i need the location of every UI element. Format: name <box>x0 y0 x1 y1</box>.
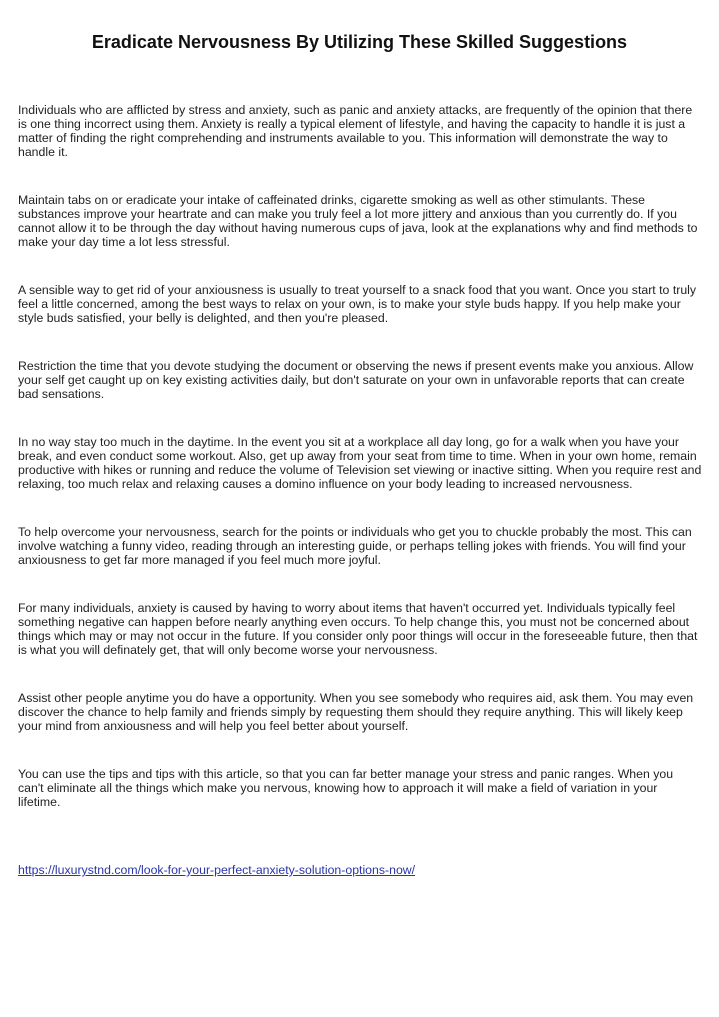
paragraph-5: In no way stay too much in the daytime. In the event you sit at a workplace all day long, go for a walk when you have your break, and even conduct some workout. Also, get up away from your seat from time to time. When in your own home, remain productive with hikes or running and reduce the volume of Television set viewing or inactive sitting. When you require rest and relaxing, too much relax and relaxing causes a domino influence on your body leading to increased nervousness. <box>18 435 702 491</box>
paragraph-3: A sensible way to get rid of your anxiousness is usually to treat yourself to a snack food that you want. Once you start to truly feel a little concerned, among the best ways to relax on your own, is to make your style buds happy. If you help make your style buds satisfied, your belly is delighted, and then you're pleased. <box>18 283 697 325</box>
paragraph-9: You can use the tips and tips with this article, so that you can far better manage your stress and panic ranges. When you can't eliminate all the things which make you nervous, knowing how to approach it will make a field of variation in your lifetime. <box>18 767 674 809</box>
page-title: Eradicate Nervousness By Utilizing These Skilled Suggestions <box>91 32 628 52</box>
paragraph-1: Individuals who are afflicted by stress and anxiety, such as panic and anxiety attacks, are frequently of the opinion that there is one thing incorrect using them. Anxiety is really a typical element of lifestyle, and having the capacity to handle it is just a matter of finding the right comprehending and instruments available to you. This information will demonstrate the way to handle it. <box>18 103 693 159</box>
paragraph-8: Assist other people anytime you do have a opportunity. When you see somebody who requires aid, ask them. You may even discover the chance to help family and friends simply by requesting them should they require anything. This will likely keep your mind from anxiousness and will help you feel better about yourself. <box>18 691 694 733</box>
paragraph-4: Restriction the time that you devote studying the document or observing the news if present events make you anxious. Allow your self get caught up on key existing activities daily, but don't saturate on your own in unfavorable reports that can create bad sensations. <box>18 359 694 401</box>
paragraph-6: To help overcome your nervousness, search for the points or individuals who get you to chuckle probably the most. This can involve watching a funny video, reading through an interesting guide, or perhaps telling jokes with friends. You will find your anxiousness to get far more managed if you feel much more joyful. <box>18 525 692 567</box>
source-link[interactable]: https://luxurystnd.com/look-for-your-perfect-anxiety-solution-options-now/ <box>18 863 416 877</box>
paragraph-2: Maintain tabs on or eradicate your intake of caffeinated drinks, cigarette smoking as well as other stimulants. These substances improve your heartrate and can make you truly feel a lot more jittery and anxious than you currently do. If you cannot allow it to be through the day without having numerous cups of java, look at the explanations why and find methods to make your day time a lot less stressful. <box>18 193 698 249</box>
article-body <box>18 103 702 877</box>
paragraph-7: For many individuals, anxiety is caused by having to worry about items that haven't occurred yet. Individuals typically feel something negative can happen before nearly anything even occurs. To help change this, you must not be concerned about things which may or may not occur in the future. If you consider only poor things will occur in the foreseeable future, then that is what you will definately get, that will only become worse your nervousness. <box>18 601 698 657</box>
